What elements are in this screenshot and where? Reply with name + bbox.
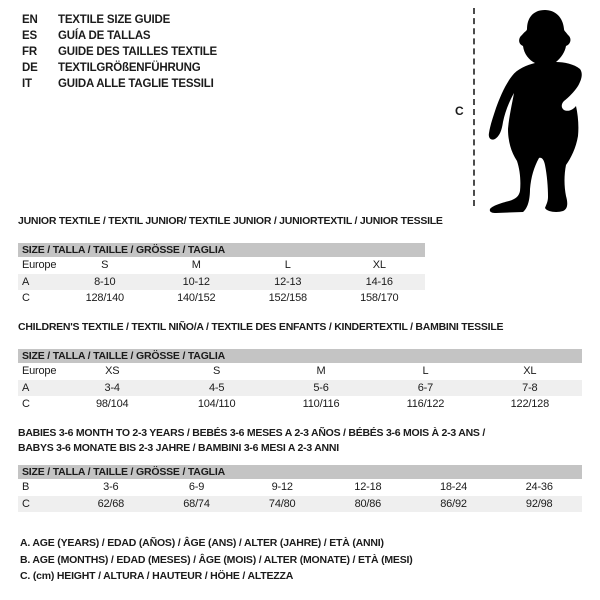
- legend-notes: [20, 535, 413, 585]
- size-value: 158/170: [360, 292, 399, 304]
- language-row: [22, 60, 217, 76]
- size-value: 62/68: [97, 497, 125, 510]
- size-value: 12-13: [274, 275, 302, 288]
- size-value: 122/128: [510, 398, 550, 410]
- size-value: 4-5: [208, 381, 225, 394]
- table-row: [18, 479, 582, 496]
- language-row: [22, 76, 217, 92]
- table-row: [18, 274, 425, 291]
- table-row: [18, 363, 582, 380]
- legend-note-line: C. (cm) HEIGHT / ALTURA / HAUTEUR / HÖHE / ALTEZZA: [20, 570, 294, 582]
- language-row: [22, 44, 217, 60]
- table-title: [18, 320, 582, 335]
- size-value: M: [191, 259, 201, 271]
- row-label: A: [22, 381, 30, 394]
- language-code: EN: [22, 14, 38, 26]
- size-table-babies: [18, 426, 582, 512]
- size-value: 86/92: [440, 497, 467, 510]
- row-label: Europe: [22, 259, 57, 271]
- size-value: L: [284, 259, 291, 271]
- row-label: C: [22, 292, 30, 304]
- size-value: 140/152: [177, 292, 216, 304]
- size-value: 152/158: [268, 292, 307, 304]
- row-label: C: [22, 398, 30, 410]
- size-value: 128/140: [85, 292, 124, 304]
- size-value: 7-8: [522, 381, 538, 394]
- size-value: 5-6: [313, 381, 329, 394]
- size-value: 8-10: [94, 275, 116, 288]
- legend-note-line: B. AGE (MONTHS) / EDAD (MESES) / ÂGE (MOIS) / ALTER (MONATE) / ETÀ (MESI): [20, 553, 413, 566]
- table-row: [18, 380, 582, 397]
- size-table-children: [18, 320, 582, 413]
- table-title-line: BABYS 3-6 MONATE BIS 2-3 JAHRE / BAMBINI 3-6 MESI A 2-3 ANNI: [18, 442, 339, 454]
- guide-title: GUÍA DE TALLAS: [58, 30, 151, 42]
- table-row: [18, 396, 582, 413]
- guide-title: TEXTILGRÖßENFÜHRUNG: [58, 62, 201, 74]
- table-row: [18, 290, 425, 307]
- size-value: M: [316, 365, 326, 377]
- size-value: 6-9: [188, 481, 205, 493]
- table-title: [18, 426, 582, 456]
- table-title-line: JUNIOR TEXTILE / TEXTIL JUNIOR/ TEXTILE JUNIOR / JUNIORTEXTIL / JUNIOR TESSILE: [18, 215, 443, 227]
- size-value: 74/80: [268, 497, 296, 510]
- size-header-bar: SIZE / TALLA / TAILLE / GRÖSSE / TAGLIA: [18, 465, 582, 479]
- size-value: XS: [105, 365, 120, 377]
- size-value: 92/98: [525, 497, 553, 510]
- guide-title: GUIDE DES TAILLES TEXTILE: [58, 46, 217, 58]
- language-code: DE: [22, 62, 38, 74]
- size-value: 3-6: [103, 481, 119, 493]
- table-title-line: BABIES 3-6 MONTH TO 2-3 YEARS / BEBÉS 3-6 MESES A 2-3 AÑOS / BÉBÉS 3-6 MOIS À 2-3 ANS /: [18, 427, 486, 439]
- size-value: 9-12: [271, 481, 293, 493]
- size-value: 12-18: [354, 481, 382, 493]
- language-code: ES: [22, 30, 37, 42]
- language-title-list: [22, 12, 217, 92]
- row-label: C: [22, 497, 30, 510]
- size-value: 14-16: [365, 275, 393, 288]
- size-value: 110/116: [302, 398, 340, 410]
- size-value: 80/86: [354, 497, 382, 510]
- language-code: FR: [22, 46, 37, 58]
- size-value: 3-4: [104, 381, 120, 394]
- legend-note-line: A. AGE (YEARS) / EDAD (AÑOS) / ÂGE (ANS) / ALTER (JAHRE) / ETÀ (ANNI): [20, 537, 384, 549]
- size-value: XL: [523, 365, 537, 377]
- table-row: [18, 496, 582, 513]
- row-label: A: [22, 275, 30, 288]
- table-title-line: CHILDREN'S TEXTILE / TEXTIL NIÑO/A / TEXTILE DES ENFANTS / KINDERTEXTIL / BAMBINI TESSILE: [18, 321, 504, 333]
- size-header-bar: SIZE / TALLA / TAILLE / GRÖSSE / TAGLIA: [18, 349, 582, 363]
- table-title: [18, 214, 443, 229]
- row-label: Europe: [22, 365, 57, 377]
- size-value: S: [101, 259, 109, 271]
- size-value: 10-12: [182, 275, 210, 288]
- size-value: 6-7: [417, 381, 434, 394]
- size-header-bar: SIZE / TALLA / TAILLE / GRÖSSE / TAGLIA: [18, 243, 425, 257]
- language-code: IT: [22, 78, 32, 90]
- toddler-silhouette: [483, 5, 600, 213]
- table-row: [18, 257, 425, 274]
- guide-title: TEXTILE SIZE GUIDE: [58, 14, 171, 26]
- size-value: 104/110: [197, 398, 236, 410]
- size-value: 24-36: [525, 481, 553, 493]
- size-table-junior: [18, 214, 443, 307]
- size-value: XL: [372, 259, 386, 271]
- language-row: [22, 28, 217, 44]
- language-row: [22, 12, 217, 28]
- size-value: S: [213, 365, 221, 377]
- size-value: 18-24: [439, 481, 468, 493]
- size-value: 68/74: [183, 497, 210, 510]
- size-value: 98/104: [95, 398, 129, 410]
- height-measure-label: C: [455, 104, 464, 118]
- size-value: 116/122: [406, 398, 445, 410]
- height-measure-dashed-line: [473, 8, 475, 206]
- size-value: L: [422, 365, 429, 377]
- guide-title: GUIDA ALLE TAGLIE TESSILI: [58, 78, 214, 90]
- row-label: B: [22, 481, 30, 493]
